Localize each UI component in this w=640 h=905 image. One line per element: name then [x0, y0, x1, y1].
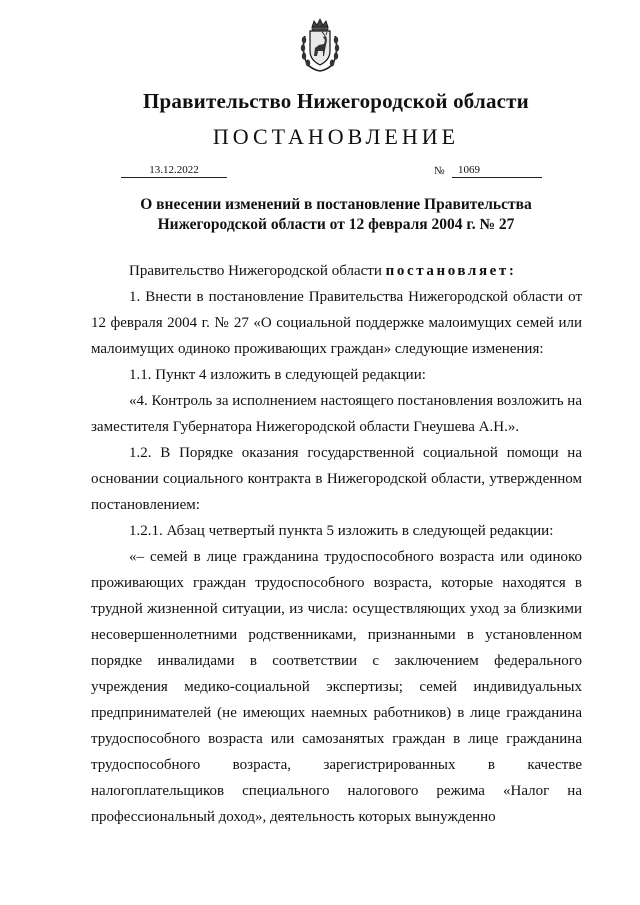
document-number-field: [452, 163, 542, 178]
paragraph-1-2-1: 1.2.1. Абзац четвертый пункта 5 изложить в следующей редакции:: [129, 523, 554, 539]
paragraph-quote: «– семей в лице гражданина трудоспособного возраста или одиноко проживающих граждан трудоспособного возраста, которые находятся в трудной жизненной ситуации, из числа: осуществляющих уход за близкими несовершеннолетними родственниками, признанными в установленном порядке инвалидами в соответствии с заключением федерального учреждения медико-социальной экспертизы; семей индивидуальных предпринимателей (не имеющих наемных работников) в лице гражданина трудоспособного возраста или самозанятых граждан в лице гражданина трудоспособного возраста, зарегистрированных в качестве налогоплательщиков специального налогового режима «Налог на профессиональный доход», деятельность которых вынужденно: [91, 549, 582, 825]
document-type: ПОСТАНОВЛЕНИЕ: [212, 124, 460, 149]
subject-line-2: Нижегородской области от 12 февраля 2004 г. № 27: [157, 216, 515, 233]
preamble-decree: постановляет:: [385, 263, 517, 279]
document-number: 1069: [458, 164, 480, 176]
preamble: [91, 258, 582, 284]
number-sign: №: [434, 165, 445, 177]
government-title: Правительство Нижегородской области: [143, 89, 529, 113]
paragraph-4-text: «4. Контроль за исполнением настоящего постановления возложить на заместителя Губернатора Нижегородской области Гнеушева А.Н.».: [91, 393, 582, 435]
preamble-text: Правительство Нижегородской области: [129, 263, 382, 279]
document-subject: [100, 195, 572, 235]
paragraph-1-1: 1.1. Пункт 4 изложить в следующей редакции:: [129, 367, 426, 383]
document-body: [91, 258, 582, 830]
document-date: 13.12.2022: [121, 163, 227, 178]
paragraph-1: 1. Внести в постановление Правительства Нижегородской области от 12 февраля 2004 г. № 27 «О социальной поддержке малоимущих семей или малоимущих одиноко проживающих граждан» следующие изменения:: [91, 289, 582, 357]
subject-line-1: О внесении изменений в постановление Правительства: [140, 196, 532, 213]
paragraph-1-2: 1.2. В Порядке оказания государственной социальной помощи на основании социального контракта в Нижегородской области, утвержденном постановлением:: [91, 445, 582, 513]
coat-of-arms-icon: [299, 18, 341, 72]
